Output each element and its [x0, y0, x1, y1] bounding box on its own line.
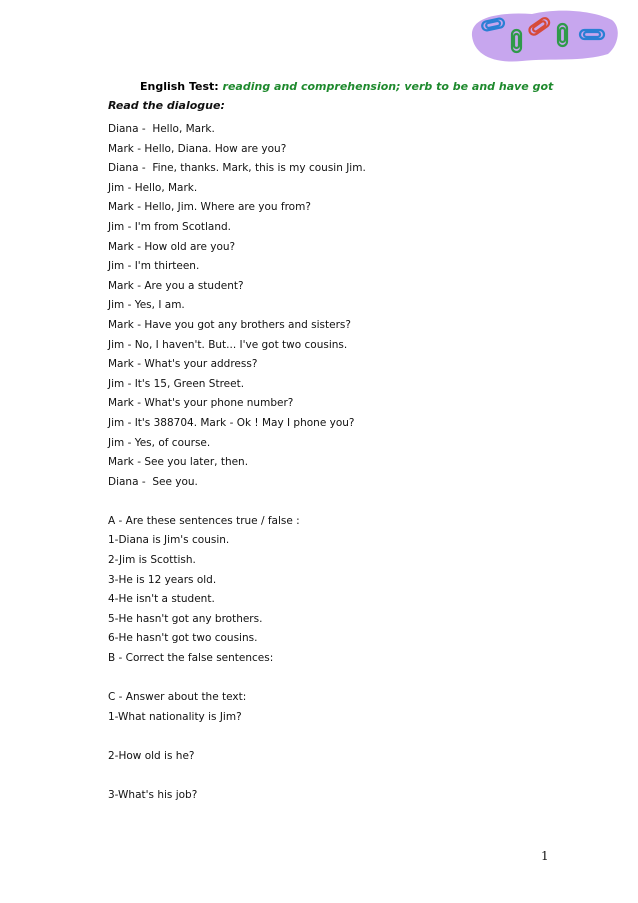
dialogue-line: Jim - It's 15, Green Street.	[108, 377, 245, 390]
blank-line	[108, 727, 588, 747]
dialogue-heading: Read the dialogue:	[108, 99, 225, 112]
dialogue-line: Diana - Hello, Mark.	[108, 123, 215, 135]
true-false-item: 2-Jim is Scottish.	[108, 554, 196, 567]
dialogue-line: Jim - It's 388704. Mark - Ok ! May I phone you?	[108, 416, 355, 429]
question-item: 2-How old is he?	[108, 750, 195, 762]
blank-line	[108, 492, 588, 512]
dialogue-line: Mark - What's your address?	[108, 358, 258, 371]
test-title	[140, 80, 553, 93]
worksheet-body	[108, 120, 588, 806]
dialogue-line: Mark - Hello, Diana. How are you?	[108, 142, 287, 155]
section-a-heading: A - Are these sentences true / false :	[108, 514, 300, 527]
dialogue-line: Jim - Yes, I am.	[108, 299, 185, 312]
dialogue-line: Mark - Hello, Jim. Where are you from?	[108, 201, 311, 214]
dialogue-line: Mark - What's your phone number?	[108, 397, 294, 410]
true-false-item: 5-He hasn't got any brothers.	[108, 612, 263, 625]
dialogue-line: Diana - Fine, thanks. Mark, this is my cousin Jim.	[108, 162, 366, 175]
dialogue-line: Jim - I'm thirteen.	[108, 260, 200, 273]
paperclips-icon	[462, 6, 622, 64]
dialogue-line: Jim - I'm from Scotland.	[108, 220, 232, 233]
section-b-heading: B - Correct the false sentences:	[108, 652, 274, 665]
test-title-label: English Test:	[140, 80, 219, 93]
section-c-heading: C - Answer about the text:	[108, 691, 247, 704]
true-false-item: 4-He isn't a student.	[108, 593, 215, 606]
blank-line	[108, 767, 588, 787]
test-title-topic: reading and comprehension; verb to be and have got	[222, 80, 554, 93]
true-false-item: 1-Diana is Jim's cousin.	[108, 534, 230, 547]
dialogue-line: Jim - Yes, of course.	[108, 436, 211, 449]
page-number: 1	[541, 849, 549, 863]
question-item: 3-What's his job?	[108, 789, 198, 802]
dialogue-line: Jim - Hello, Mark.	[108, 181, 198, 194]
true-false-item: 6-He hasn't got two cousins.	[108, 632, 258, 645]
true-false-item: 3-He is 12 years old.	[108, 573, 217, 586]
question-item: 1-What nationality is Jim?	[108, 710, 242, 723]
dialogue-line: Mark - See you later, then.	[108, 456, 249, 469]
dialogue-line: Mark - How old are you?	[108, 240, 236, 253]
dialogue-line: Diana - See you.	[108, 475, 198, 488]
dialogue-line: Mark - Are you a student?	[108, 279, 244, 292]
blank-line	[108, 669, 588, 689]
dialogue-line: Mark - Have you got any brothers and sisters?	[108, 318, 351, 331]
dialogue-line: Jim - No, I haven't. But... I've got two cousins.	[108, 338, 348, 351]
